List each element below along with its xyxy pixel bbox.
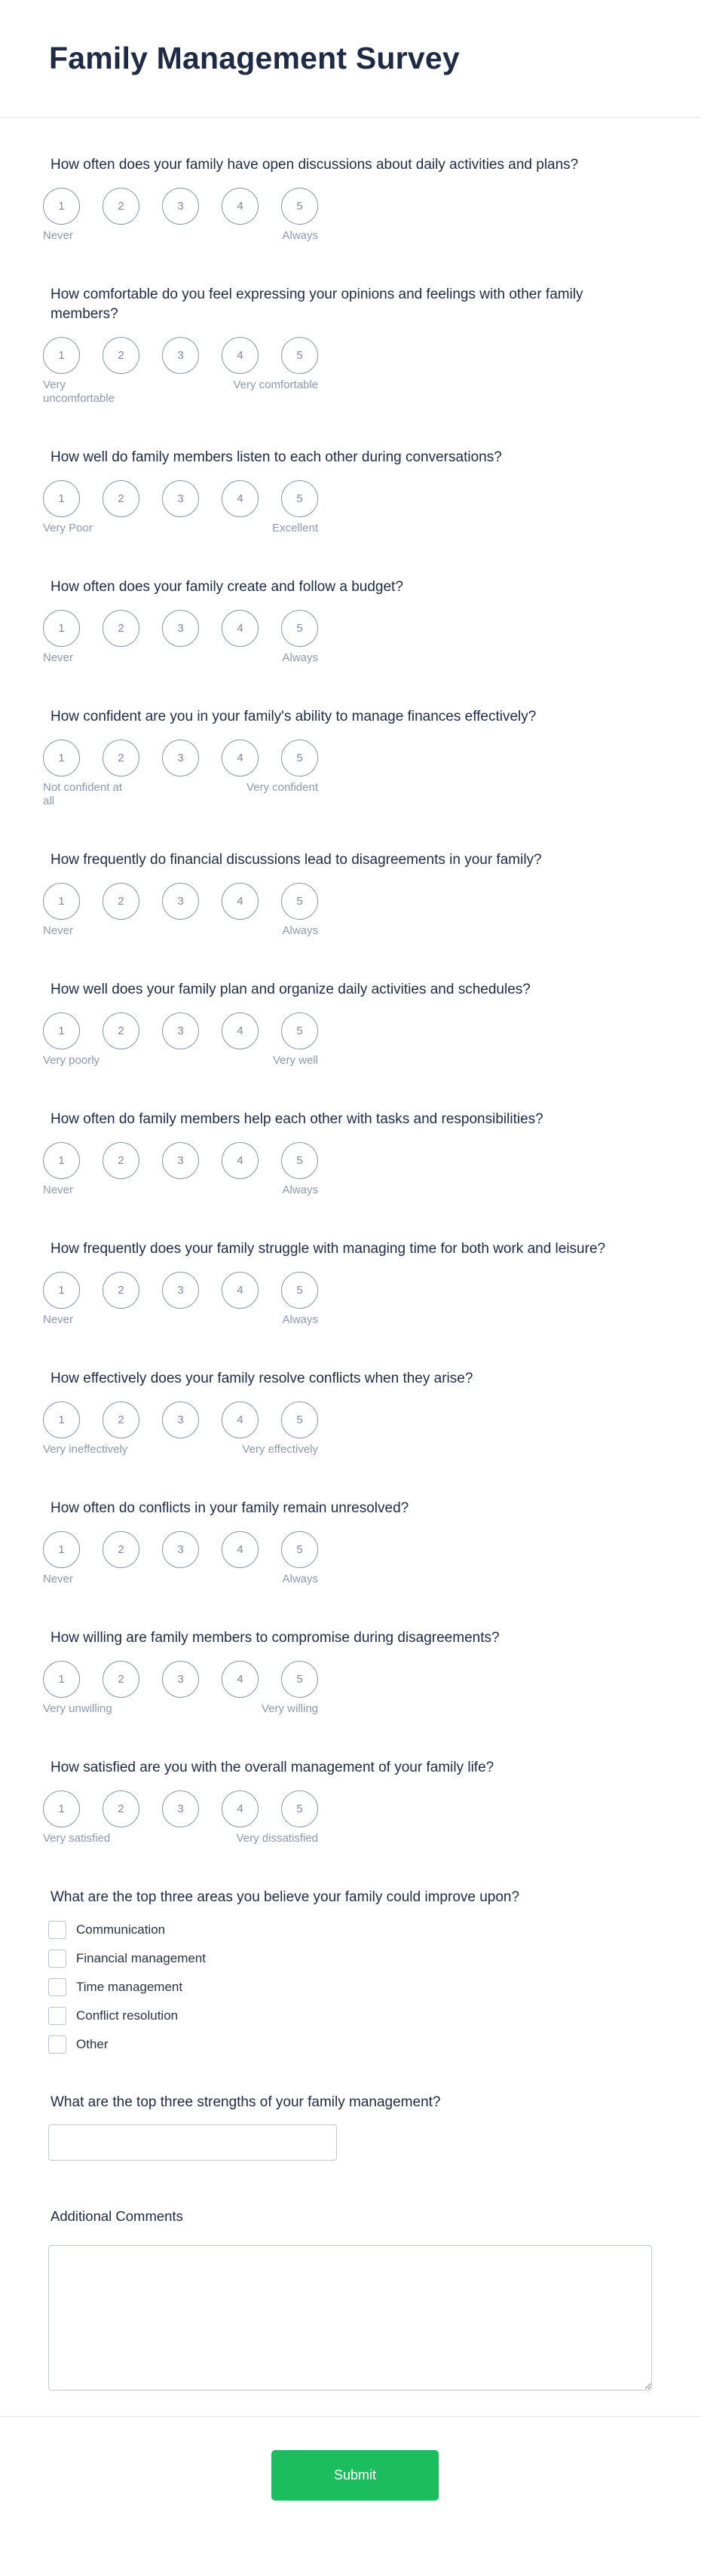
rating-option-4[interactable]: 4 bbox=[222, 1272, 259, 1309]
rating-question bbox=[43, 577, 652, 665]
rating-question bbox=[43, 1369, 652, 1456]
rating-option-1[interactable]: 1 bbox=[43, 883, 80, 920]
question-text: How effectively does your family resolve conflicts when they arise? bbox=[51, 1371, 473, 1386]
scale-labels bbox=[43, 522, 318, 535]
rating-option-5[interactable]: 5 bbox=[281, 883, 318, 920]
min-label: Very ineffectively bbox=[43, 1443, 128, 1456]
rating-option-5[interactable]: 5 bbox=[281, 1531, 318, 1568]
rating-option-4[interactable]: 4 bbox=[222, 1531, 259, 1568]
checkbox-label: Other bbox=[76, 2037, 109, 2051]
rating-option-2[interactable]: 2 bbox=[103, 1142, 139, 1179]
max-label: Excellent bbox=[272, 522, 318, 534]
rating-option-4[interactable]: 4 bbox=[222, 1401, 259, 1438]
rating-option-5[interactable]: 5 bbox=[281, 1142, 318, 1179]
rating-option-5[interactable]: 5 bbox=[281, 1661, 318, 1698]
survey-header bbox=[0, 0, 701, 118]
scale-labels bbox=[43, 1184, 318, 1197]
min-label: Never bbox=[43, 651, 74, 664]
rating-option-1[interactable]: 1 bbox=[43, 188, 80, 225]
question-text: How frequently does your family struggle with managing time for both work and leisure? bbox=[51, 1241, 606, 1257]
rating-scale bbox=[43, 1531, 652, 1568]
checkbox-label: Communication bbox=[76, 1922, 166, 1937]
rating-question bbox=[43, 980, 652, 1067]
max-label: Always bbox=[282, 1184, 318, 1196]
rating-option-4[interactable]: 4 bbox=[222, 740, 259, 776]
rating-option-1[interactable]: 1 bbox=[43, 1012, 80, 1049]
rating-question bbox=[43, 448, 652, 535]
scale-labels bbox=[43, 1054, 318, 1067]
checkbox-option[interactable] bbox=[49, 1950, 652, 1968]
submit-button[interactable]: Submit bbox=[271, 2450, 439, 2501]
page-title: Family Management Survey bbox=[49, 41, 460, 75]
scale-labels bbox=[43, 651, 318, 665]
question-text: How often does your family have open discussions about daily activities and plans? bbox=[51, 157, 579, 173]
rating-option-4[interactable]: 4 bbox=[222, 1012, 259, 1049]
rating-option-3[interactable]: 3 bbox=[162, 740, 199, 776]
rating-option-3[interactable]: 3 bbox=[162, 480, 199, 517]
checkbox-option[interactable] bbox=[49, 1978, 652, 1996]
max-label: Very willing bbox=[261, 1702, 318, 1715]
rating-option-1[interactable]: 1 bbox=[43, 480, 80, 517]
min-label: Very satisfied bbox=[43, 1832, 111, 1845]
rating-option-3[interactable]: 3 bbox=[162, 1401, 199, 1438]
max-label: Always bbox=[282, 1573, 318, 1585]
question-text: How often does your family create and follow a budget? bbox=[51, 579, 403, 595]
question-text: What are the top three areas you believe your family could improve upon? bbox=[51, 1889, 520, 1905]
scale-labels bbox=[43, 781, 318, 808]
question-text: How willing are family members to compromise during disagreements? bbox=[51, 1630, 500, 1646]
checkbox[interactable] bbox=[48, 1921, 66, 1939]
rating-scale bbox=[43, 480, 652, 517]
rating-option-5[interactable]: 5 bbox=[281, 188, 318, 225]
rating-question bbox=[43, 850, 652, 938]
rating-option-1[interactable]: 1 bbox=[43, 1531, 80, 1568]
question-text: How confident are you in your family's ability to manage finances effectively? bbox=[51, 709, 537, 724]
rating-option-4[interactable]: 4 bbox=[222, 1661, 259, 1698]
rating-question bbox=[43, 1499, 652, 1586]
rating-scale bbox=[43, 1790, 652, 1827]
checkbox[interactable] bbox=[48, 1978, 66, 1996]
checkbox-label: Time management bbox=[76, 1980, 183, 1994]
rating-option-3[interactable]: 3 bbox=[162, 1012, 199, 1049]
checkbox[interactable] bbox=[48, 1950, 66, 1968]
rating-option-3[interactable]: 3 bbox=[162, 883, 199, 920]
rating-option-2[interactable]: 2 bbox=[103, 1272, 139, 1309]
rating-option-2[interactable]: 2 bbox=[103, 1531, 139, 1568]
rating-option-4[interactable]: 4 bbox=[222, 610, 259, 647]
min-label: Never bbox=[43, 229, 74, 242]
rating-scale bbox=[43, 610, 652, 647]
question-text: How well do family members listen to each other during conversations? bbox=[51, 449, 502, 465]
rating-option-5[interactable]: 5 bbox=[281, 1401, 318, 1438]
rating-scale bbox=[43, 188, 652, 225]
question-text: How often do conflicts in your family remain unresolved? bbox=[51, 1500, 409, 1516]
rating-scale bbox=[43, 1012, 652, 1049]
max-label: Always bbox=[282, 651, 318, 664]
max-label: Always bbox=[282, 1313, 318, 1326]
additional-comments bbox=[49, 2207, 652, 2391]
min-label: Never bbox=[43, 1184, 74, 1196]
max-label: Very comfortable bbox=[233, 378, 318, 391]
rating-option-2[interactable]: 2 bbox=[103, 1012, 139, 1049]
rating-option-1[interactable]: 1 bbox=[43, 337, 80, 374]
max-label: Very well bbox=[272, 1054, 318, 1067]
min-label: Never bbox=[43, 1573, 74, 1585]
improve-areas-question bbox=[49, 1888, 652, 2054]
scale-labels bbox=[43, 924, 318, 938]
rating-option-3[interactable]: 3 bbox=[162, 188, 199, 225]
rating-question bbox=[43, 1758, 652, 1845]
question-text: How frequently do financial discussions lead to disagreements in your family? bbox=[51, 852, 542, 868]
rating-option-1[interactable]: 1 bbox=[43, 610, 80, 647]
checkbox-option[interactable] bbox=[49, 2007, 652, 2025]
checkbox[interactable] bbox=[48, 2035, 66, 2054]
rating-question bbox=[43, 1628, 652, 1716]
rating-option-4[interactable]: 4 bbox=[222, 1142, 259, 1179]
min-label: Very poorly bbox=[43, 1054, 100, 1067]
rating-option-2[interactable]: 2 bbox=[103, 1401, 139, 1438]
min-label: Very unwilling bbox=[43, 1702, 112, 1715]
rating-option-2[interactable]: 2 bbox=[103, 188, 139, 225]
rating-question bbox=[43, 1110, 652, 1197]
rating-question bbox=[43, 155, 652, 243]
rating-option-4[interactable]: 4 bbox=[222, 337, 259, 374]
rating-option-1[interactable]: 1 bbox=[43, 1401, 80, 1438]
rating-option-4[interactable]: 4 bbox=[222, 188, 259, 225]
question-text: How satisfied are you with the overall management of your family life? bbox=[51, 1760, 494, 1775]
checkbox-label: Conflict resolution bbox=[76, 2008, 179, 2023]
checkbox-option[interactable] bbox=[49, 1921, 652, 1939]
min-label: Not confident at all bbox=[43, 781, 123, 807]
min-label: Never bbox=[43, 1313, 74, 1326]
rating-option-3[interactable]: 3 bbox=[162, 1790, 199, 1827]
rating-option-1[interactable]: 1 bbox=[43, 1790, 80, 1827]
scale-labels bbox=[43, 1573, 318, 1586]
rating-option-3[interactable]: 3 bbox=[162, 1272, 199, 1309]
min-label: Never bbox=[43, 924, 74, 937]
question-text: How comfortable do you feel expressing your opinions and feelings with other family members? bbox=[51, 286, 583, 322]
rating-scale bbox=[43, 883, 652, 920]
rating-option-2[interactable]: 2 bbox=[103, 480, 139, 517]
rating-question bbox=[43, 707, 652, 808]
rating-questions bbox=[43, 155, 652, 1845]
strengths-input[interactable] bbox=[48, 2124, 337, 2161]
max-label: Very dissatisfied bbox=[236, 1832, 318, 1845]
rating-option-3[interactable]: 3 bbox=[162, 337, 199, 374]
checkbox[interactable] bbox=[48, 2007, 66, 2025]
strengths-question bbox=[49, 2093, 652, 2161]
rating-option-2[interactable]: 2 bbox=[103, 337, 139, 374]
comments-textarea[interactable] bbox=[48, 2245, 652, 2391]
max-label: Very effectively bbox=[242, 1443, 318, 1456]
survey-form bbox=[0, 118, 701, 2416]
rating-option-5[interactable]: 5 bbox=[281, 610, 318, 647]
comments-label: Additional Comments bbox=[51, 2208, 183, 2224]
rating-scale bbox=[43, 1401, 652, 1438]
rating-option-4[interactable]: 4 bbox=[222, 480, 259, 517]
rating-option-2[interactable]: 2 bbox=[103, 740, 139, 776]
rating-option-1[interactable]: 1 bbox=[43, 1272, 80, 1309]
rating-scale bbox=[43, 740, 652, 776]
rating-option-2[interactable]: 2 bbox=[103, 883, 139, 920]
scale-labels bbox=[43, 1443, 318, 1456]
rating-option-3[interactable]: 3 bbox=[162, 1531, 199, 1568]
scale-labels bbox=[43, 229, 318, 243]
rating-scale bbox=[43, 337, 652, 374]
rating-option-5[interactable]: 5 bbox=[281, 1790, 318, 1827]
max-label: Very confident bbox=[246, 781, 318, 794]
question-text: What are the top three strengths of your family management? bbox=[51, 2094, 441, 2110]
max-label: Always bbox=[282, 229, 318, 242]
rating-option-2[interactable]: 2 bbox=[103, 1661, 139, 1698]
rating-option-2[interactable]: 2 bbox=[103, 1790, 139, 1827]
rating-option-1[interactable]: 1 bbox=[43, 1661, 80, 1698]
scale-labels bbox=[43, 378, 318, 406]
rating-question bbox=[43, 285, 652, 406]
rating-option-4[interactable]: 4 bbox=[222, 1790, 259, 1827]
checkbox-label: Financial management bbox=[76, 1951, 206, 1965]
scale-labels bbox=[43, 1832, 318, 1845]
rating-option-5[interactable]: 5 bbox=[281, 1272, 318, 1309]
form-footer bbox=[0, 2416, 701, 2522]
rating-option-5[interactable]: 5 bbox=[281, 1012, 318, 1049]
rating-option-3[interactable]: 3 bbox=[162, 1142, 199, 1179]
rating-scale bbox=[43, 1661, 652, 1698]
rating-option-1[interactable]: 1 bbox=[43, 740, 80, 776]
scale-labels bbox=[43, 1313, 318, 1327]
max-label: Always bbox=[282, 924, 318, 937]
scale-labels bbox=[43, 1702, 318, 1716]
rating-option-4[interactable]: 4 bbox=[222, 883, 259, 920]
min-label: Very uncomfortable bbox=[43, 378, 115, 405]
rating-question bbox=[43, 1239, 652, 1327]
rating-option-2[interactable]: 2 bbox=[103, 610, 139, 647]
rating-option-5[interactable]: 5 bbox=[281, 740, 318, 776]
question-text: How often do family members help each other with tasks and responsibilities? bbox=[51, 1111, 543, 1127]
checkbox-option[interactable] bbox=[49, 2035, 652, 2054]
rating-option-3[interactable]: 3 bbox=[162, 610, 199, 647]
min-label: Very Poor bbox=[43, 522, 93, 534]
rating-option-3[interactable]: 3 bbox=[162, 1661, 199, 1698]
rating-option-5[interactable]: 5 bbox=[281, 337, 318, 374]
rating-scale bbox=[43, 1272, 652, 1309]
question-text: How well does your family plan and organize daily activities and schedules? bbox=[51, 982, 531, 997]
rating-option-1[interactable]: 1 bbox=[43, 1142, 80, 1179]
checkbox-list bbox=[49, 1921, 652, 2054]
rating-option-5[interactable]: 5 bbox=[281, 480, 318, 517]
rating-scale bbox=[43, 1142, 652, 1179]
